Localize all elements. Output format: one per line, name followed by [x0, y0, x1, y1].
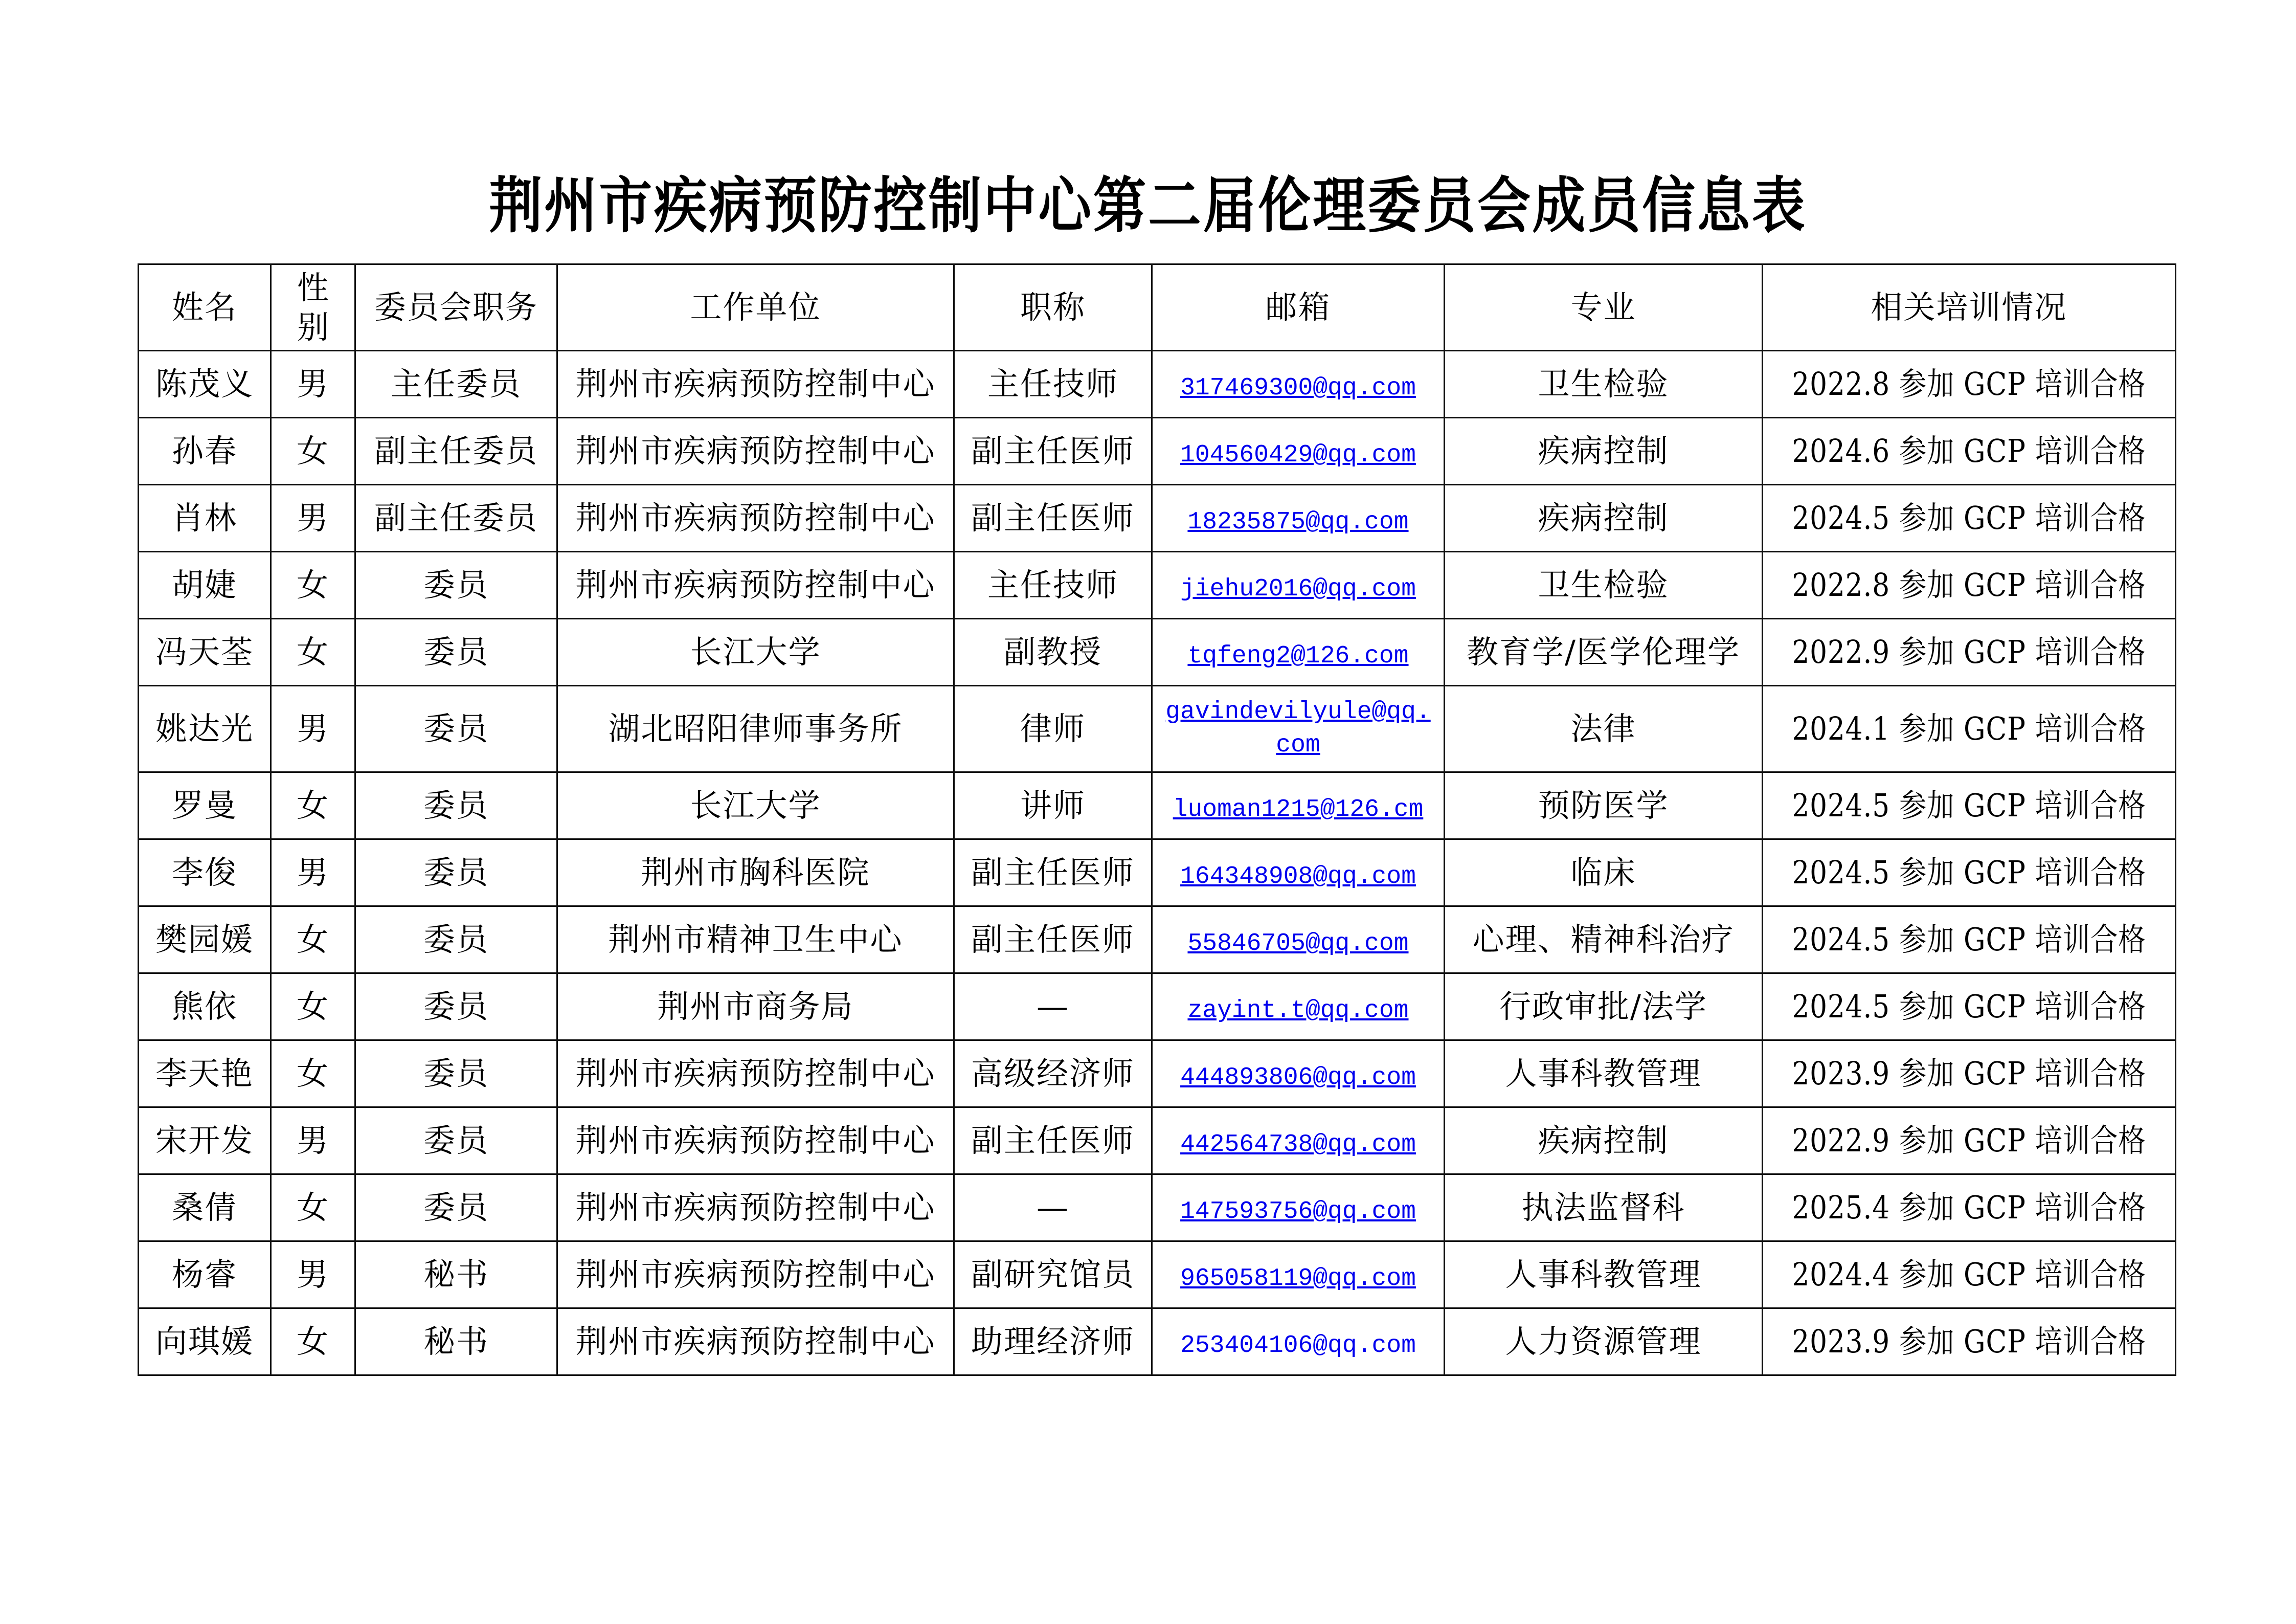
cell-training	[1763, 686, 2176, 772]
member-major: 卫生检验	[1538, 365, 1669, 403]
header-gender	[271, 264, 355, 351]
header-gender-text	[295, 268, 331, 347]
member-role: 主任委员	[390, 365, 522, 403]
cell-title	[954, 1040, 1152, 1107]
cell-training	[1763, 1040, 2176, 1107]
cell-unit	[557, 1040, 954, 1107]
cell-unit	[557, 1107, 954, 1174]
header-email-text: 邮箱	[1265, 288, 1331, 326]
cell-email	[1152, 973, 1445, 1040]
header-name-text: 姓名	[171, 288, 237, 326]
member-training: 2024.5 参加 GCP 培训合格	[1792, 987, 2146, 1025]
member-training: 2024.5 参加 GCP 培训合格	[1792, 853, 2146, 891]
email-link[interactable]: 444893806@qq.com	[1180, 1064, 1416, 1092]
cell-email	[1152, 839, 1445, 906]
cell-training	[1763, 973, 2176, 1040]
member-name: 孙春	[171, 432, 237, 470]
cell-major	[1445, 485, 1763, 552]
member-name: 桑倩	[171, 1188, 237, 1226]
cell-unit	[557, 351, 954, 418]
cell-name	[139, 973, 271, 1040]
member-role: 委员	[423, 853, 489, 891]
cell-training	[1763, 839, 2176, 906]
table-row	[139, 1040, 2176, 1107]
member-name: 李天艳	[155, 1054, 254, 1092]
member-training: 2025.4 参加 GCP 培训合格	[1792, 1188, 2146, 1226]
cell-role	[355, 973, 557, 1040]
table-row	[139, 686, 2176, 772]
header-major-text: 专业	[1570, 288, 1636, 326]
cell-major	[1445, 1308, 1763, 1375]
member-name: 宋开发	[155, 1121, 254, 1159]
member-gender: 男	[296, 365, 329, 403]
member-unit: 荆州市疾病预防控制中心	[575, 1255, 936, 1293]
member-role: 副主任委员	[374, 499, 538, 537]
member-training: 2024.4 参加 GCP 培训合格	[1792, 1255, 2146, 1293]
member-unit: 荆州市疾病预防控制中心	[575, 566, 936, 604]
cell-email	[1152, 1040, 1445, 1107]
cell-gender	[271, 839, 355, 906]
cell-training	[1763, 772, 2176, 839]
cell-gender	[271, 1308, 355, 1375]
member-role: 委员	[423, 786, 489, 824]
member-title: 讲师	[1020, 786, 1086, 824]
member-gender: 女	[296, 987, 329, 1025]
email-link[interactable]: zayint.t@qq.com	[1187, 997, 1409, 1025]
member-gender: 女	[296, 566, 329, 604]
header-title-text: 职称	[1020, 288, 1086, 326]
cell-email	[1152, 1241, 1445, 1308]
member-title: 主任技师	[987, 566, 1118, 604]
member-role: 委员	[423, 987, 489, 1025]
table-row	[139, 1174, 2176, 1241]
member-name: 罗曼	[171, 786, 237, 824]
member-name: 胡婕	[171, 566, 237, 604]
member-major: 人事科教管理	[1505, 1255, 1702, 1293]
email-link[interactable]: 55846705@qq.com	[1187, 930, 1409, 958]
email-link[interactable]: 965058119@qq.com	[1180, 1265, 1416, 1293]
member-gender: 女	[296, 633, 329, 671]
cell-training	[1763, 619, 2176, 686]
cell-training	[1763, 1174, 2176, 1241]
cell-role	[355, 552, 557, 619]
cell-title	[954, 1174, 1152, 1241]
cell-major	[1445, 1241, 1763, 1308]
member-title: 副研究馆员	[971, 1255, 1135, 1293]
cell-major	[1445, 906, 1763, 973]
cell-email	[1152, 772, 1445, 839]
email-link[interactable]: tqfeng2@126.com	[1187, 642, 1409, 671]
member-title: 副主任医师	[971, 920, 1135, 958]
table-row	[139, 485, 2176, 552]
cell-unit	[557, 1308, 954, 1375]
member-gender: 女	[296, 1054, 329, 1092]
cell-gender	[271, 552, 355, 619]
email-link[interactable]: 104560429@qq.com	[1180, 441, 1416, 470]
header-email	[1152, 264, 1445, 351]
member-unit: 荆州市疾病预防控制中心	[575, 499, 936, 537]
member-gender: 女	[296, 432, 329, 470]
cell-email	[1152, 1308, 1445, 1375]
member-gender: 女	[296, 920, 329, 958]
member-major: 卫生检验	[1538, 566, 1669, 604]
member-role: 委员	[423, 633, 489, 671]
cell-role	[355, 1040, 557, 1107]
member-training: 2023.9 参加 GCP 培训合格	[1792, 1054, 2146, 1092]
cell-email	[1152, 906, 1445, 973]
cell-email	[1152, 1174, 1445, 1241]
member-gender: 男	[296, 499, 329, 537]
header-unit	[557, 264, 954, 351]
cell-unit	[557, 906, 954, 973]
cell-email	[1152, 686, 1445, 772]
cell-training	[1763, 485, 2176, 552]
cell-major	[1445, 351, 1763, 418]
member-role: 委员	[423, 1188, 489, 1226]
cell-gender	[271, 973, 355, 1040]
table-row	[139, 619, 2176, 686]
member-major: 临床	[1570, 853, 1636, 891]
cell-unit	[557, 1241, 954, 1308]
cell-major	[1445, 619, 1763, 686]
member-unit: 荆州市疾病预防控制中心	[575, 1121, 936, 1159]
cell-major	[1445, 772, 1763, 839]
member-name: 肖林	[171, 499, 237, 537]
cell-title	[954, 418, 1152, 485]
header-gender-top: 性	[297, 269, 329, 306]
member-name: 冯天荃	[155, 633, 254, 671]
cell-major	[1445, 552, 1763, 619]
member-training: 2022.8 参加 GCP 培训合格	[1792, 566, 2146, 604]
header-role-text: 委员会职务	[374, 288, 538, 326]
cell-title	[954, 686, 1152, 772]
table-row	[139, 973, 2176, 1040]
cell-gender	[271, 1174, 355, 1241]
member-unit: 荆州市疾病预防控制中心	[575, 1054, 936, 1092]
cell-name	[139, 1107, 271, 1174]
member-training: 2022.9 参加 GCP 培训合格	[1792, 633, 2146, 671]
member-gender: 女	[296, 786, 329, 824]
table-row	[139, 351, 2176, 418]
member-gender: 男	[296, 853, 329, 891]
member-training: 2024.5 参加 GCP 培训合格	[1792, 786, 2146, 824]
member-title: 主任技师	[987, 365, 1118, 403]
cell-role	[355, 619, 557, 686]
email-link[interactable]: gavindevilyule@qq.com	[1165, 698, 1431, 759]
cell-name	[139, 351, 271, 418]
document-title-text: 荆州市疾病预防控制中心第二届伦理委员会成员信息表	[489, 170, 1807, 241]
member-name: 向琪媛	[155, 1322, 254, 1360]
cell-major	[1445, 418, 1763, 485]
cell-name	[139, 485, 271, 552]
cell-name	[139, 552, 271, 619]
cell-training	[1763, 1308, 2176, 1375]
cell-role	[355, 1174, 557, 1241]
cell-title	[954, 619, 1152, 686]
cell-gender	[271, 1107, 355, 1174]
member-title: 副主任医师	[971, 853, 1135, 891]
cell-gender	[271, 351, 355, 418]
cell-gender	[271, 1040, 355, 1107]
document-title	[0, 170, 2296, 241]
cell-email	[1152, 351, 1445, 418]
cell-role	[355, 351, 557, 418]
cell-name	[139, 1040, 271, 1107]
member-unit: 荆州市胸科医院	[641, 853, 870, 891]
cell-gender	[271, 418, 355, 485]
cell-title	[954, 552, 1152, 619]
email-link[interactable]: 18235875@qq.com	[1187, 508, 1409, 537]
table-row	[139, 1107, 2176, 1174]
header-name	[139, 264, 271, 351]
cell-unit	[557, 973, 954, 1040]
member-major: 心理、精神科治疗	[1472, 920, 1735, 958]
member-role: 委员	[423, 1054, 489, 1092]
email-link[interactable]: 147593756@qq.com	[1180, 1198, 1416, 1226]
email-link[interactable]: 317469300@qq.com	[1180, 374, 1416, 403]
cell-email	[1152, 619, 1445, 686]
cell-role	[355, 1107, 557, 1174]
member-title: 副主任医师	[971, 1121, 1135, 1159]
member-name: 姚达光	[155, 709, 254, 747]
member-major: 疾病控制	[1538, 1121, 1669, 1159]
member-role: 秘书	[423, 1255, 489, 1293]
member-unit: 荆州市商务局	[657, 987, 854, 1025]
cell-role	[355, 839, 557, 906]
cell-name	[139, 1241, 271, 1308]
member-training: 2024.6 参加 GCP 培训合格	[1792, 432, 2146, 470]
header-title	[954, 264, 1152, 351]
cell-gender	[271, 906, 355, 973]
cell-title	[954, 772, 1152, 839]
member-gender: 女	[296, 1188, 329, 1226]
cell-training	[1763, 351, 2176, 418]
cell-unit	[557, 686, 954, 772]
header-major	[1445, 264, 1763, 351]
cell-title	[954, 1308, 1152, 1375]
cell-gender	[271, 619, 355, 686]
member-name: 樊园媛	[155, 920, 254, 958]
table-row	[139, 552, 2176, 619]
cell-major	[1445, 686, 1763, 772]
cell-name	[139, 418, 271, 485]
member-title: 高级经济师	[971, 1054, 1135, 1092]
cell-unit	[557, 418, 954, 485]
member-name: 熊依	[171, 987, 237, 1025]
member-major: 教育学/医学伦理学	[1467, 633, 1740, 671]
header-training	[1763, 264, 2176, 351]
cell-email	[1152, 552, 1445, 619]
cell-gender	[271, 485, 355, 552]
table-row	[139, 1308, 2176, 1375]
cell-training	[1763, 1241, 2176, 1308]
cell-training	[1763, 1107, 2176, 1174]
member-unit: 湖北昭阳律师事务所	[608, 709, 903, 747]
header-gender-bottom: 别	[297, 308, 329, 346]
cell-name	[139, 839, 271, 906]
member-role: 秘书	[423, 1322, 489, 1360]
cell-unit	[557, 619, 954, 686]
cell-title	[954, 485, 1152, 552]
member-major: 人事科教管理	[1505, 1054, 1702, 1092]
cell-role	[355, 1308, 557, 1375]
cell-name	[139, 772, 271, 839]
cell-major	[1445, 973, 1763, 1040]
cell-role	[355, 1241, 557, 1308]
cell-email	[1152, 418, 1445, 485]
table-row	[139, 906, 2176, 973]
cell-training	[1763, 418, 2176, 485]
members-table	[138, 263, 2176, 1376]
email-link[interactable]: jiehu2016@qq.com	[1180, 575, 1416, 604]
cell-gender	[271, 686, 355, 772]
cell-email	[1152, 1107, 1445, 1174]
cell-title	[954, 351, 1152, 418]
member-gender: 男	[296, 709, 329, 747]
member-training: 2024.1 参加 GCP 培训合格	[1792, 709, 2146, 747]
member-unit: 荆州市疾病预防控制中心	[575, 365, 936, 403]
member-title: 律师	[1020, 709, 1086, 747]
member-role: 委员	[423, 920, 489, 958]
member-gender: 男	[296, 1255, 329, 1293]
cell-training	[1763, 906, 2176, 973]
cell-role	[355, 418, 557, 485]
member-training: 2024.5 参加 GCP 培训合格	[1792, 920, 2146, 958]
member-title: 助理经济师	[971, 1322, 1135, 1360]
member-title: —	[1037, 1188, 1069, 1226]
cell-unit	[557, 485, 954, 552]
member-unit: 荆州市疾病预防控制中心	[575, 1188, 936, 1226]
cell-title	[954, 839, 1152, 906]
email-link[interactable]: luoman1215@126.cm	[1173, 796, 1424, 824]
member-title: 副教授	[1003, 633, 1102, 671]
member-major: 执法监督科	[1521, 1188, 1685, 1226]
cell-unit	[557, 1174, 954, 1241]
member-role: 委员	[423, 709, 489, 747]
table-row	[139, 418, 2176, 485]
cell-major	[1445, 1040, 1763, 1107]
cell-unit	[557, 772, 954, 839]
member-major: 人力资源管理	[1505, 1322, 1702, 1360]
member-unit: 荆州市精神卫生中心	[608, 920, 903, 958]
cell-role	[355, 686, 557, 772]
cell-email	[1152, 485, 1445, 552]
header-row	[139, 264, 2176, 351]
cell-title	[954, 906, 1152, 973]
cell-name	[139, 686, 271, 772]
member-title: 副主任医师	[971, 499, 1135, 537]
member-gender: 女	[296, 1322, 329, 1360]
cell-gender	[271, 1241, 355, 1308]
member-name: 李俊	[171, 853, 237, 891]
cell-role	[355, 485, 557, 552]
member-role: 委员	[423, 1121, 489, 1159]
cell-name	[139, 619, 271, 686]
cell-role	[355, 772, 557, 839]
member-name: 陈茂义	[155, 365, 254, 403]
cell-name	[139, 1174, 271, 1241]
cell-name	[139, 1308, 271, 1375]
cell-title	[954, 973, 1152, 1040]
header-role	[355, 264, 557, 351]
member-major: 疾病控制	[1538, 499, 1669, 537]
member-unit: 长江大学	[690, 786, 821, 824]
member-training: 2022.8 参加 GCP 培训合格	[1792, 365, 2146, 403]
member-training: 2024.5 参加 GCP 培训合格	[1792, 499, 2146, 537]
member-major: 行政审批/法学	[1499, 987, 1707, 1025]
member-title: 副主任医师	[971, 432, 1135, 470]
member-major: 预防医学	[1538, 786, 1669, 824]
member-role: 委员	[423, 566, 489, 604]
cell-name	[139, 906, 271, 973]
member-training: 2023.9 参加 GCP 培训合格	[1792, 1322, 2146, 1360]
member-unit: 荆州市疾病预防控制中心	[575, 1322, 936, 1360]
member-gender: 男	[296, 1121, 329, 1159]
email-link[interactable]: 164348908@qq.com	[1180, 863, 1416, 891]
member-title: —	[1037, 987, 1069, 1025]
member-major: 疾病控制	[1538, 432, 1669, 470]
member-training: 2022.9 参加 GCP 培训合格	[1792, 1121, 2146, 1159]
cell-major	[1445, 1174, 1763, 1241]
table-row	[139, 772, 2176, 839]
cell-unit	[557, 839, 954, 906]
cell-role	[355, 906, 557, 973]
cell-unit	[557, 552, 954, 619]
table-row	[139, 1241, 2176, 1308]
cell-gender	[271, 772, 355, 839]
cell-major	[1445, 1107, 1763, 1174]
header-training-text: 相关培训情况	[1871, 288, 2067, 326]
cell-major	[1445, 839, 1763, 906]
cell-title	[954, 1241, 1152, 1308]
table-row	[139, 839, 2176, 906]
member-role: 副主任委员	[374, 432, 538, 470]
cell-training	[1763, 552, 2176, 619]
member-major: 法律	[1570, 709, 1636, 747]
member-name: 杨睿	[171, 1255, 237, 1293]
email-link[interactable]: 442564738@qq.com	[1180, 1131, 1416, 1159]
member-unit: 荆州市疾病预防控制中心	[575, 432, 936, 470]
member-unit: 长江大学	[690, 633, 821, 671]
email-text: 253404106@qq.com	[1180, 1332, 1416, 1360]
cell-title	[954, 1107, 1152, 1174]
header-unit-text: 工作单位	[690, 288, 821, 326]
